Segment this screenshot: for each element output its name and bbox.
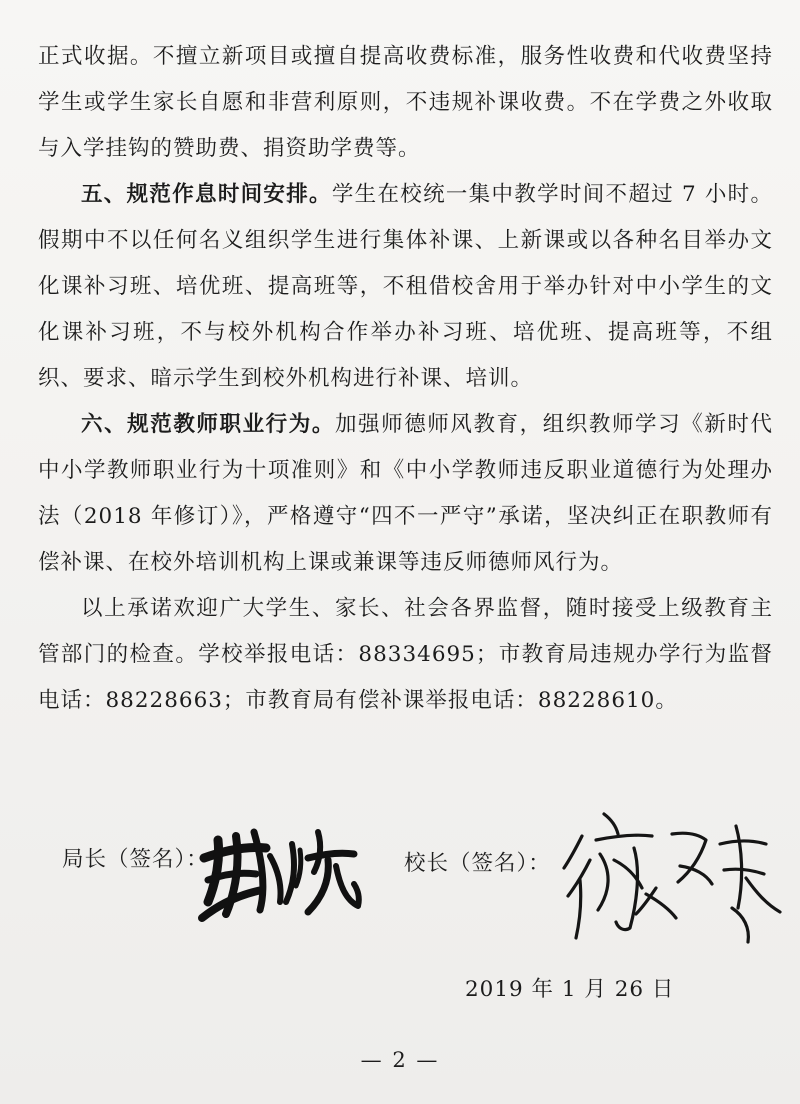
page-number: — 2 — bbox=[360, 1048, 440, 1072]
director-signature-label: 局长（签名）： bbox=[62, 847, 209, 872]
signature-row bbox=[0, 806, 800, 956]
paragraph-teacher-conduct-body: 加强师德师风教育，组织教师学习《新时代中小学教师职业行为十项准则》和《中小学教师违反职业道德行为处理办法（2018 年修订）》，严格遵守“四不一严守”承诺，坚决纠正在职教师有偿补课、在校外培训机构上课或兼课等违反师德师风行为。 bbox=[38, 412, 773, 575]
paragraph-teacher-conduct bbox=[38, 402, 773, 586]
heading-teacher-conduct: 六、规范教师职业行为。 bbox=[81, 412, 335, 437]
principal-signature bbox=[560, 808, 785, 948]
director-signature bbox=[196, 810, 366, 930]
paragraph-schedule bbox=[38, 172, 773, 402]
paragraph-schedule-body: 学生在校统一集中教学时间不超过 7 小时。假期中不以任何名义组织学生进行集体补课、上新课或以各种名目举办文化课补习班、培优班、提高班等，不租借校舍用于举办针对中小学生的文化课补习班，不与校外机构合作举办补习班、培优班、提高班等，不组织、要求、暗示学生到校外机构进行补课、培训。 bbox=[38, 182, 773, 391]
signing-date: 2019 年 1 月 26 日 bbox=[465, 977, 675, 1002]
paragraph-supervision: 以上承诺欢迎广大学生、家长、社会各界监督，随时接受上级教育主管部门的检查。学校举报电话：88334695；市教育局违规办学行为监督电话：88228663；市教育局有偿补课举报电话：88228610。 bbox=[38, 596, 773, 713]
principal-signature-label: 校长（签名）： bbox=[404, 851, 551, 876]
heading-schedule: 五、规范作息时间安排。 bbox=[81, 182, 332, 207]
paragraph-fees: 正式收据。不擅立新项目或擅自提高收费标准，服务性收费和代收费坚持学生或学生家长自愿和非营利原则，不违规补课收费。不在学费之外收取与入学挂钩的赞助费、捐资助学费等。 bbox=[38, 44, 773, 161]
document-body bbox=[38, 34, 773, 724]
